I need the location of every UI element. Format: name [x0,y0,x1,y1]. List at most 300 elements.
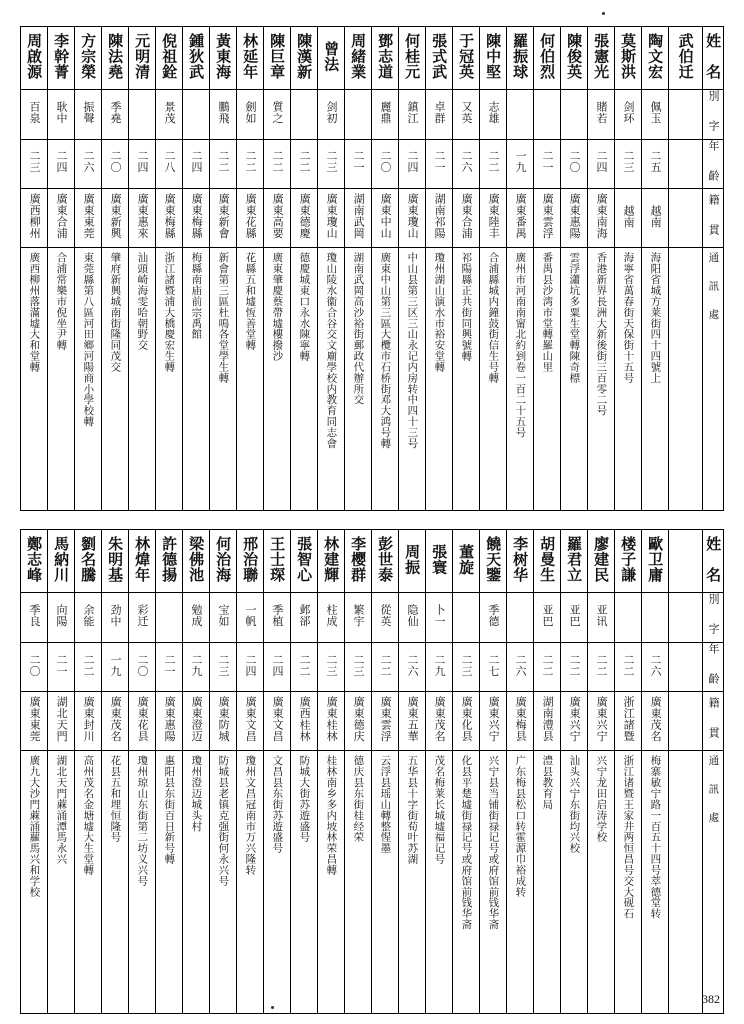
cell-alias [642,90,669,140]
cell-origin [75,692,102,751]
cell-address [75,751,102,1014]
cell-address [291,751,318,1014]
cell-alias [21,593,48,643]
alias-text: 柱成 [324,603,338,627]
registry-table-bottom [20,529,724,1014]
cell-origin [156,189,183,248]
alias-text: 志雄 [486,100,500,124]
alias-text: 又英 [459,100,473,124]
name-text: 陳法堯 [106,33,125,79]
cell-age [507,642,534,692]
cell-origin [615,692,642,751]
cell-alias [588,90,615,140]
row-label-age [703,139,724,189]
origin-text: 廣西柳州 [28,193,42,239]
name-text: 李樱群 [349,536,368,583]
cell-address [183,248,210,511]
address-text: 廣九大沙門蔴涌蘿馬兴和学校 [28,755,41,898]
cell-name [210,530,237,593]
origin-text: 廣東茂名 [649,696,663,743]
age-text: 二三 [27,150,41,174]
age-text: 二七 [486,653,500,677]
cell-name [426,530,453,593]
cell-alias [156,593,183,643]
age-text: 二二 [621,653,635,677]
cell-alias [264,90,291,140]
cell-age [642,642,669,692]
cell-name [588,530,615,593]
alias-text: 彩迁 [135,603,149,627]
address-text: 桂林南乡多内坡林荣昌轉 [325,755,338,876]
cell-origin [372,189,399,248]
origin-text: 廣東茂名 [109,696,123,743]
age-text: 二三 [459,653,473,677]
cell-origin [399,189,426,248]
cell-name [669,27,703,90]
address-text: 浙江諸暨浦大橋慶宏生轉 [163,252,176,373]
cell-address [588,248,615,511]
cell-age [129,642,156,692]
origin-text: 廣東兴宁 [487,696,501,743]
address-text: 廣州市河南南甯北約到卷一百二十五号 [514,252,527,438]
cell-alias [507,90,534,140]
cell-address [642,248,669,511]
cell-name [75,530,102,593]
cell-origin [453,692,480,751]
age-text: 一九 [108,653,122,677]
age-text: 二六 [459,150,473,174]
cell-age [129,139,156,189]
address-text: 湖北天門蔴涌潭馬永兴 [55,755,68,865]
row-label-name [703,530,724,593]
origin-text: 廣西桂林 [298,696,312,743]
cell-name [129,27,156,90]
age-text: 二二 [81,653,95,677]
address-text: 肇府新興城南街隆同茂交 [109,252,122,373]
alias-text: 鎮江 [405,100,419,124]
age-text: 一九 [513,150,527,174]
cell-age [372,642,399,692]
alias-text: 賭若 [594,100,608,124]
table-row-age [21,139,724,189]
origin-text: 廣東東莞 [82,193,96,239]
address-text: 汕头兴宁东街均兴校 [568,755,581,854]
name-text: 林延年 [241,33,260,79]
cell-address [21,248,48,511]
age-text: 二一 [162,653,176,677]
cell-origin [642,189,669,248]
alias-text: 亚讯 [594,603,608,627]
alias-text: 宝如 [216,603,230,627]
cell-alias [291,90,318,140]
cell-address [345,248,372,511]
cell-age [534,139,561,189]
address-text: 文昌县东街苏遊盛号 [271,755,284,854]
cell-age [480,642,507,692]
alias-text: 剑环 [621,100,635,124]
row-label-text: 姓 名 [704,33,723,79]
table-row-address [21,751,724,1014]
origin-text: 廣東雲浮 [541,193,555,239]
origin-text: 廣東惠來 [136,193,150,239]
name-text: 董旋 [457,543,476,575]
cell-alias [345,593,372,643]
table-row-origin [21,692,724,751]
cell-origin [21,692,48,751]
table-row-name [21,27,724,90]
name-text: 武伯迁 [676,33,695,79]
row-label-text: 年 齡 [706,139,720,185]
cell-origin [48,692,75,751]
cell-age [183,642,210,692]
age-text: 二九 [189,653,203,677]
cell-name [210,27,237,90]
cell-age [588,139,615,189]
address-text: 番禺县沙湾市堂轉羅山里 [541,252,554,373]
cell-alias [480,593,507,643]
cell-alias [426,90,453,140]
cell-age [345,642,372,692]
cell-address [129,751,156,1014]
origin-text: 廣東瓊山 [406,193,420,239]
table-row-age [21,642,724,692]
age-text: 二二 [297,150,311,174]
cell-name [561,530,588,593]
cell-age [318,642,345,692]
name-text: 周緒業 [349,33,368,79]
cell-address [615,751,642,1014]
name-text: 元明清 [133,33,152,79]
age-text: 二四 [243,653,257,677]
cell-origin [48,189,75,248]
cell-address [669,751,703,1014]
cell-alias [453,593,480,643]
alias-text: 亚巴 [567,603,581,627]
cell-age [75,642,102,692]
cell-name [507,27,534,90]
name-text: 李幹菁 [52,33,71,79]
cell-alias [615,593,642,643]
age-text: 二四 [594,150,608,174]
cell-name [318,530,345,593]
ink-speck-top [602,12,605,15]
alias-text: 繁宇 [351,603,365,627]
cell-address [426,248,453,511]
table-row-origin [21,189,724,248]
table-row-name [21,530,724,593]
cell-name [183,530,210,593]
cell-address [183,751,210,1014]
cell-age [75,139,102,189]
address-text: 兴宁龙田启涛学校 [595,755,608,843]
cell-address [453,248,480,511]
cell-origin [534,189,561,248]
cell-name [237,27,264,90]
table-row-address [21,248,724,511]
cell-name [426,27,453,90]
row-label-text: 通 訊 處 [707,755,720,827]
row-label-address [703,248,724,511]
name-text: 許德揚 [160,536,179,583]
name-text: 周啟源 [25,33,44,79]
cell-origin [426,189,453,248]
alias-text: 卜一 [432,603,446,627]
cell-age [642,139,669,189]
row-label-text: 籍 貫 [707,696,721,742]
cell-address [507,248,534,511]
age-text: 二四 [135,150,149,174]
cell-origin [534,692,561,751]
age-text: 二〇 [567,150,581,174]
cell-address [291,248,318,511]
cell-origin [183,189,210,248]
cell-alias [372,593,399,643]
name-text: 馬納川 [52,536,71,583]
name-text: 劉名騰 [79,536,98,583]
address-text: 祁陽縣正共街同興號轉 [460,252,473,362]
address-text: 瓊州澄迈城头村 [190,755,203,832]
cell-alias [669,593,703,643]
age-text: 二一 [351,150,365,174]
name-text: 張智心 [295,536,314,583]
age-text: 二〇 [135,653,149,677]
address-text: 合浦常樂市倪坐尹轉 [55,252,68,351]
cell-name [399,27,426,90]
cell-name [129,530,156,593]
address-text: 湖南武岡高沙裕街郵政代辦所交 [352,252,365,406]
cell-age [426,642,453,692]
cell-alias [129,90,156,140]
cell-alias [210,593,237,643]
origin-text: 廣東文昌 [271,696,285,743]
origin-text: 湖南武岡 [352,193,366,239]
cell-age [534,642,561,692]
origin-text: 廣東梅縣 [190,193,204,239]
age-text: 二〇 [108,150,122,174]
cell-alias [534,90,561,140]
registry-table-top [20,26,724,511]
alias-text: 剑初 [324,100,338,124]
cell-name [48,530,75,593]
cell-age [669,642,703,692]
origin-text: 廣東惠陽 [568,193,582,239]
cell-origin [21,189,48,248]
cell-origin [345,189,372,248]
cell-address [345,751,372,1014]
name-text: 林建輝 [322,536,341,583]
cell-alias [318,593,345,643]
age-text: 二八 [162,150,176,174]
cell-address [588,751,615,1014]
cell-address [48,751,75,1014]
table-spacer [20,511,724,529]
cell-alias [507,593,534,643]
cell-address [561,248,588,511]
age-text: 二四 [270,653,284,677]
cell-origin [129,692,156,751]
alias-text: 勉成 [189,603,203,627]
name-text: 何治海 [214,536,233,583]
cell-alias [399,593,426,643]
cell-alias [426,593,453,643]
cell-age [264,139,291,189]
address-text: 化县平楚墟街禄记号或府馆前钱华斋 [460,755,473,930]
origin-text: 廣東五華 [406,696,420,743]
cell-name [345,530,372,593]
cell-alias [588,593,615,643]
name-text: 黃東海 [214,33,233,79]
name-text: 陶文宏 [646,33,665,79]
cell-name [48,27,75,90]
origin-text: 廣東花县 [136,696,150,743]
address-text: 中山县第三区三山永记内房转中四十三号 [406,252,419,449]
origin-text: 廣東兴宁 [595,696,609,743]
alias-text: 鵬飛 [216,100,230,124]
alias-text: 卓群 [432,100,446,124]
row-label-alias [703,593,724,643]
address-text: 防城大街苏遊盛号 [298,755,311,843]
cell-address [237,248,264,511]
origin-text: 廣東新會 [217,193,231,239]
origin-text: 廣東合浦 [460,193,474,239]
origin-text: 廣東雲浮 [379,696,393,743]
cell-age [237,139,264,189]
cell-address [102,248,129,511]
name-text: 張寰 [430,543,449,575]
cell-age [48,139,75,189]
address-text: 兴宁县当铺街禄记号或府馆前钱华斋 [487,755,500,930]
row-label-text: 別 字 [706,593,720,638]
cell-origin [156,692,183,751]
origin-text: 廣東澄迈 [190,696,204,743]
cell-age [210,642,237,692]
cell-alias [75,593,102,643]
age-text: 二二 [486,150,500,174]
alias-text: 向陽 [54,603,68,627]
cell-address [372,751,399,1014]
cell-age [426,139,453,189]
cell-address [156,248,183,511]
origin-text: 廣東陸丰 [487,193,501,239]
alias-text: 季植 [270,603,284,627]
cell-origin [561,189,588,248]
origin-text: 廣東梅县 [514,696,528,743]
cell-address [399,248,426,511]
address-text: 花县五和埋恒隆号 [109,755,122,843]
name-text: 陳漢新 [295,33,314,79]
origin-text: 廣東桂林 [325,696,339,743]
age-text: 二一 [54,653,68,677]
alias-text: 季德 [486,603,500,627]
age-text: 二三 [621,150,635,174]
alias-text: 麗鼎 [378,100,392,124]
cell-alias [372,90,399,140]
cell-name [642,530,669,593]
cell-age [615,139,642,189]
cell-address [534,248,561,511]
age-text: 二二 [216,150,230,174]
address-text: 海阳省城方莱街四十四號上 [649,252,662,384]
cell-age [345,139,372,189]
cell-origin [507,692,534,751]
cell-name [291,27,318,90]
row-label-text: 通 訊 處 [707,252,720,323]
cell-name [318,27,345,90]
age-text: 二三 [324,653,338,677]
page-number: 382 [702,992,720,1006]
address-text: 云浮县瑶山轉整惺墨 [379,755,392,854]
cell-origin [453,189,480,248]
cell-name [372,530,399,593]
age-text: 二二 [297,653,311,677]
origin-text: 廣東高要 [271,193,285,239]
cell-address [480,248,507,511]
age-text: 二九 [432,653,446,677]
age-text: 二五 [648,150,662,174]
address-text: 瓊州湖山演水市裕安堂轉 [433,252,446,373]
address-text: 梅縣南庙前宗禹館 [190,252,203,340]
cell-address [210,248,237,511]
name-text: 羅君立 [565,536,584,583]
origin-text: 廣東文昌 [244,696,258,743]
cell-address [507,751,534,1014]
cell-origin [480,189,507,248]
name-text: 張式武 [430,33,449,79]
cell-alias [345,90,372,140]
age-text: 二六 [513,653,527,677]
cell-address [102,751,129,1014]
address-text: 惠阳县东街百日新号轉 [163,755,176,865]
cell-name [453,530,480,593]
cell-age [588,642,615,692]
cell-address [237,751,264,1014]
name-text: 周振 [403,543,422,575]
alias-text: 亚巴 [540,603,554,627]
name-text: 倪祖銓 [160,33,179,79]
cell-name [480,27,507,90]
cell-alias [183,90,210,140]
cell-origin [102,692,129,751]
cell-address [318,751,345,1014]
cell-address [426,751,453,1014]
address-text: 德慶城東口永水陳寧轉 [298,252,311,362]
origin-text: 廣東新興 [109,193,123,239]
cell-alias [399,90,426,140]
age-text: 二一 [432,150,446,174]
cell-alias [480,90,507,140]
cell-name [642,27,669,90]
origin-text: 廣東兴宁 [568,696,582,743]
cell-address [480,751,507,1014]
address-text: 海寧省萬春街天保街十五号 [622,252,635,384]
address-text: 梅寨敏宁路一百五十四号萃德堂转 [649,755,662,920]
age-text: 二六 [648,653,662,677]
cell-address [399,751,426,1014]
age-text: 二二 [378,653,392,677]
address-text: 瓊州琼山东街第二坊义兴号 [136,755,149,887]
age-text: 二六 [81,150,95,174]
age-text: 二二 [270,150,284,174]
cell-name [291,530,318,593]
cell-age [156,139,183,189]
origin-text: 廣東瓊山 [325,193,339,239]
cell-name [534,530,561,593]
cell-alias [453,90,480,140]
cell-age [237,642,264,692]
cell-address [318,248,345,511]
alias-text: 從英 [378,603,392,627]
cell-origin [561,692,588,751]
